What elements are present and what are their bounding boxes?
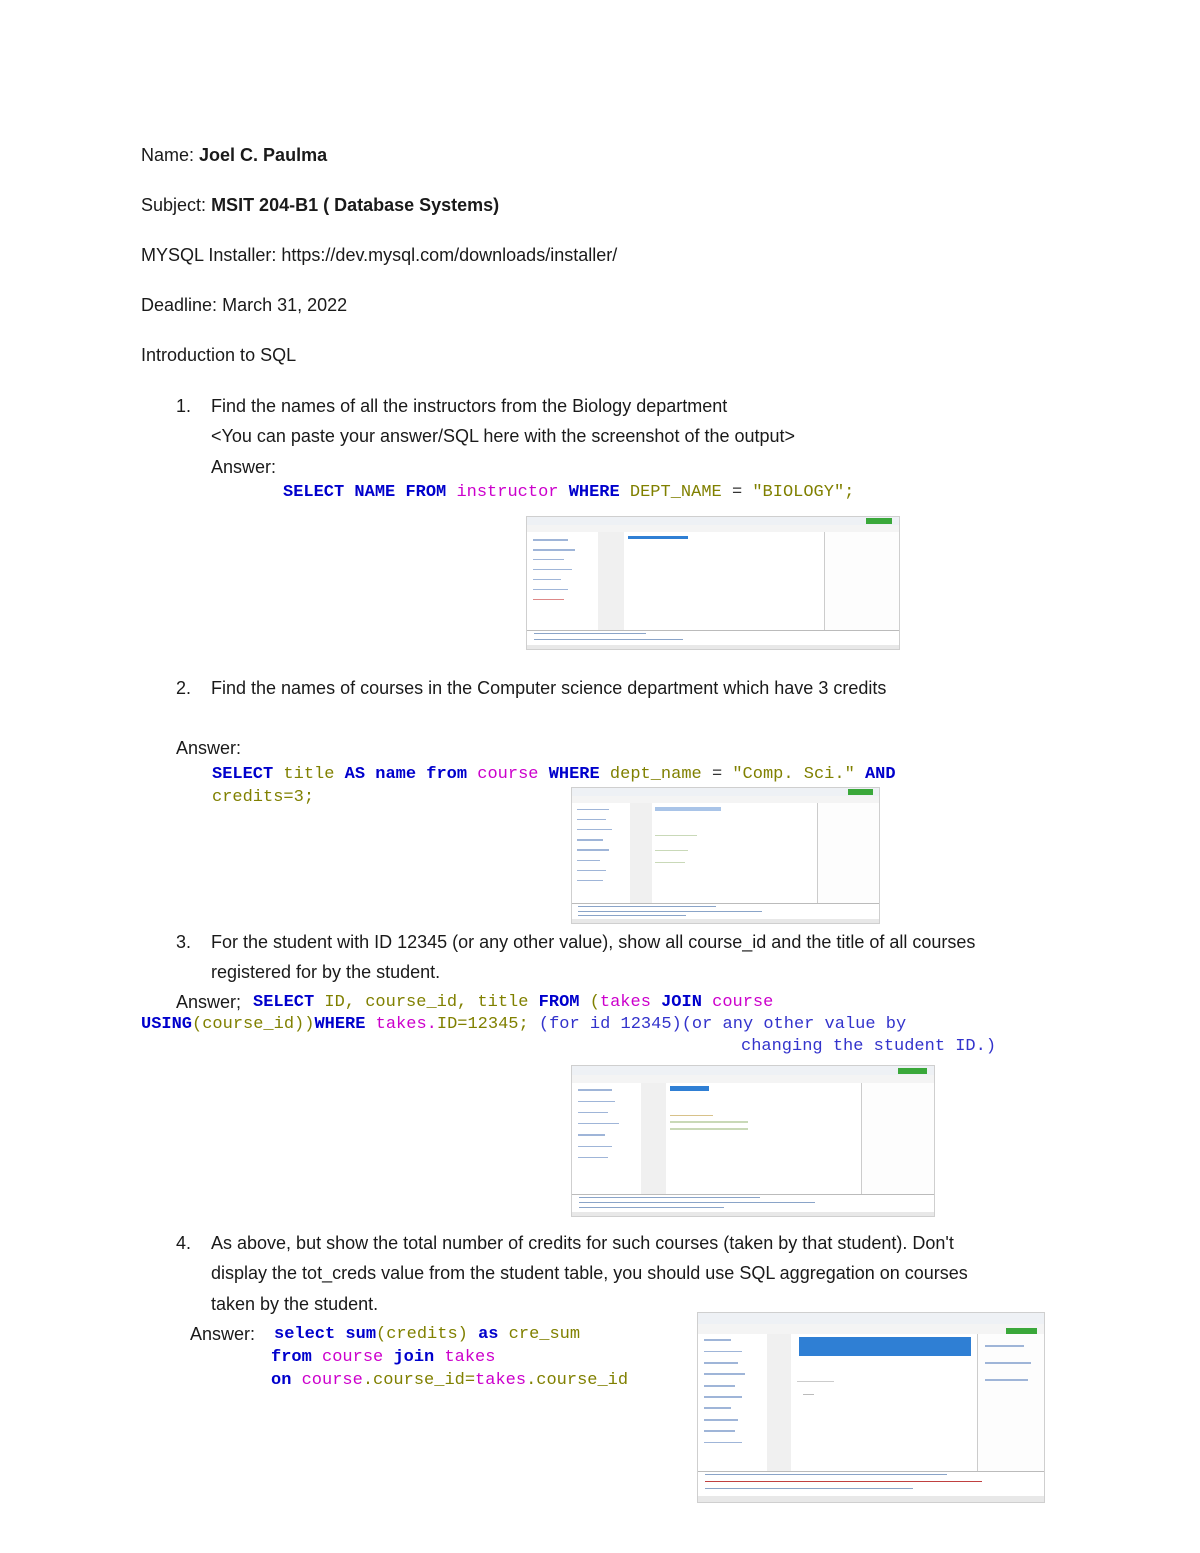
sql-keyword: SELECT xyxy=(253,993,315,1012)
tree-row xyxy=(578,1146,612,1147)
q4-output-screenshot xyxy=(697,1312,1045,1503)
q2-sql-line1 xyxy=(212,765,896,784)
result-row xyxy=(655,835,696,836)
subject-value: MSIT 204-B1 ( Database Systems) xyxy=(211,195,500,215)
q4-sql-line1 xyxy=(274,1325,580,1344)
name-label: Name: xyxy=(141,145,195,165)
sql-comment: (for id 12345)(or any other value by xyxy=(538,1015,907,1034)
q2-sql-line2 xyxy=(212,788,314,807)
sql-table: course xyxy=(322,1348,384,1367)
toolbar-badge xyxy=(866,518,892,523)
result-row xyxy=(655,850,688,851)
sql-keyword: FROM xyxy=(405,483,447,502)
sql-alias: cre_sum xyxy=(508,1325,581,1344)
q1-answer-label: Answer: xyxy=(211,457,277,477)
query-line xyxy=(628,536,688,539)
section-title: Introduction to SQL xyxy=(141,345,297,365)
q2-output-screenshot xyxy=(571,787,880,924)
installer-label: MYSQL Installer: xyxy=(141,245,277,265)
q3-output-screenshot xyxy=(571,1065,935,1217)
q3-sql-line3 xyxy=(741,1037,996,1056)
info-row xyxy=(985,1379,1028,1381)
sql-table: takes xyxy=(444,1348,496,1367)
q4-number: 4. xyxy=(176,1233,192,1253)
subject-line xyxy=(141,195,499,216)
tree-row xyxy=(578,1134,606,1135)
q4-sql-line3 xyxy=(271,1371,628,1390)
query-editor xyxy=(624,532,825,557)
status-bar xyxy=(572,919,879,923)
sql-keyword: select xyxy=(274,1325,336,1344)
tree-row xyxy=(533,549,575,550)
q4-answer-label: Answer: xyxy=(190,1324,256,1344)
tree-row xyxy=(578,1101,616,1102)
tree-row xyxy=(704,1351,742,1353)
sql-columns: ID, course_id, title xyxy=(324,993,529,1012)
tree-row xyxy=(533,569,572,570)
q3-number: 3. xyxy=(176,932,192,952)
sql-table: instructor xyxy=(456,483,559,502)
result-grid xyxy=(666,1110,862,1196)
installer-line xyxy=(141,245,617,266)
query-editor xyxy=(666,1083,862,1111)
deadline-value: March 31, 2022 xyxy=(222,295,348,315)
toolbar-badge xyxy=(848,789,873,794)
sql-table: course xyxy=(712,993,774,1012)
sql-keyword: as xyxy=(478,1325,499,1344)
sql-keyword: AND xyxy=(864,765,896,784)
sql-operator: = xyxy=(711,765,723,784)
sql-table: takes xyxy=(475,1371,527,1390)
sql-argument: (credits) xyxy=(376,1325,468,1344)
sql-keyword: JOIN xyxy=(661,993,702,1012)
tree-row xyxy=(704,1396,742,1398)
q1-output-screenshot xyxy=(526,516,900,650)
sql-condition: ID=12345; xyxy=(436,1015,529,1034)
q3-text-line1: For the student with ID 12345 (or any other value), show all course_id and the title of all courses xyxy=(211,932,976,952)
tree-row xyxy=(704,1339,732,1341)
tree-row xyxy=(704,1430,735,1432)
status-bar xyxy=(572,1212,934,1217)
result-grid xyxy=(652,827,818,904)
sql-function: sum xyxy=(345,1325,377,1344)
navigator-panel xyxy=(572,803,631,904)
schema-panel xyxy=(630,803,652,904)
result-row xyxy=(670,1115,713,1116)
tree-row xyxy=(533,599,565,600)
query-selection xyxy=(799,1337,971,1356)
info-panel xyxy=(817,803,879,904)
sql-keyword: AS xyxy=(344,765,366,784)
query-editor xyxy=(791,1334,978,1369)
tree-row xyxy=(577,870,606,871)
tree-row xyxy=(704,1373,746,1375)
name-line xyxy=(141,145,327,166)
output-log xyxy=(527,630,899,646)
result-row xyxy=(655,862,685,863)
q2-text: Find the names of courses in the Computer science department which have 3 credits xyxy=(211,678,887,698)
sql-keyword: SELECT xyxy=(283,483,345,502)
sql-table: course xyxy=(301,1371,363,1390)
sql-keyword: join xyxy=(393,1348,435,1367)
navigator-panel xyxy=(698,1334,768,1476)
tree-row xyxy=(577,809,609,810)
result-grid xyxy=(791,1368,978,1476)
tree-row xyxy=(533,559,565,560)
sql-field: DEPT_NAME xyxy=(629,483,722,502)
status-bar xyxy=(698,1496,1044,1502)
navigator-panel xyxy=(572,1083,642,1196)
q4-sql-line2 xyxy=(271,1348,495,1367)
schema-panel xyxy=(641,1083,667,1196)
tree-row xyxy=(577,819,606,820)
sql-keyword: from xyxy=(426,765,468,784)
result-row xyxy=(797,1381,834,1383)
sql-field: .course_id= xyxy=(362,1371,476,1390)
query-editor xyxy=(652,803,818,828)
tree-row xyxy=(533,539,568,540)
tree-row xyxy=(533,579,561,580)
info-row xyxy=(985,1362,1031,1364)
deadline-line xyxy=(141,295,347,316)
info-row xyxy=(985,1345,1024,1347)
q3-sql-line2 xyxy=(141,1015,906,1034)
sql-comment: changing the student ID.) xyxy=(741,1037,997,1056)
info-panel xyxy=(861,1083,934,1196)
sql-keyword: USING xyxy=(141,1015,193,1034)
sql-using-arg: (course_id)) xyxy=(192,1015,315,1034)
sql-value: "Comp. Sci." xyxy=(732,765,855,784)
sql-paren: ( xyxy=(589,993,600,1012)
tree-row xyxy=(577,829,612,830)
sql-field: .course_id xyxy=(526,1371,629,1390)
q4-text-line1: As above, but show the total number of credits for such courses (taken by that student). Don't xyxy=(211,1233,954,1253)
output-log xyxy=(572,1194,934,1212)
tree-row xyxy=(704,1442,742,1444)
q4-text-line3: taken by the student. xyxy=(211,1294,379,1314)
tree-row xyxy=(704,1385,735,1387)
sql-value: "BIOLOGY"; xyxy=(752,483,855,502)
output-log xyxy=(698,1471,1044,1497)
sql-table: course xyxy=(477,765,539,784)
tree-row xyxy=(533,589,568,590)
sql-field: dept_name xyxy=(609,765,702,784)
sql-operator: = xyxy=(731,483,743,502)
output-log xyxy=(572,903,879,919)
q4-text-line2: display the tot_creds value from the student table, you should use SQL aggregation on courses xyxy=(211,1263,968,1283)
tree-row xyxy=(578,1123,619,1124)
tree-row xyxy=(577,849,609,850)
tree-row xyxy=(577,880,603,881)
tree-row xyxy=(578,1112,609,1113)
sql-table: takes xyxy=(599,993,651,1012)
q1-number: 1. xyxy=(176,396,192,416)
tree-row xyxy=(704,1407,732,1409)
sql-keyword: on xyxy=(271,1371,292,1390)
q2-number: 2. xyxy=(176,678,192,698)
sql-keyword: WHERE xyxy=(568,483,620,502)
info-panel xyxy=(977,1334,1044,1476)
tree-row xyxy=(578,1089,612,1090)
query-line xyxy=(670,1086,709,1091)
tree-row xyxy=(577,860,600,861)
tree-row xyxy=(578,1157,609,1158)
sql-keyword: WHERE xyxy=(548,765,600,784)
schema-panel xyxy=(767,1334,792,1476)
tree-row xyxy=(577,839,603,840)
q3-answer-label: Answer; xyxy=(176,992,242,1012)
toolbar-badge xyxy=(898,1068,927,1074)
q2-answer-label: Answer: xyxy=(176,738,242,758)
q1-text: Find the names of all the instructors from the Biology department xyxy=(211,396,728,416)
result-row xyxy=(670,1121,748,1122)
sql-column: title xyxy=(283,765,335,784)
name-value: Joel C. Paulma xyxy=(199,145,328,165)
sql-keyword: SELECT xyxy=(212,765,274,784)
subject-label: Subject: xyxy=(141,195,207,215)
navigator-panel xyxy=(527,532,599,631)
q1-hint: <You can paste your answer/SQL here with the screenshot of the output> xyxy=(211,426,796,446)
result-grid xyxy=(624,555,825,630)
q1-sql xyxy=(283,483,854,502)
deadline-label: Deadline: xyxy=(141,295,218,315)
sql-table: takes. xyxy=(375,1015,437,1034)
tree-row xyxy=(704,1419,739,1421)
info-panel xyxy=(824,532,899,631)
schema-panel xyxy=(598,532,625,631)
sql-condition: credits=3; xyxy=(212,788,315,807)
sql-column: NAME xyxy=(354,483,396,502)
sql-keyword: from xyxy=(271,1348,312,1367)
q3-sql-line1 xyxy=(253,993,773,1012)
q3-text-line2: registered for by the student. xyxy=(211,962,441,982)
installer-url[interactable]: https://dev.mysql.com/downloads/installer/ xyxy=(281,245,618,265)
query-line xyxy=(655,807,721,810)
tree-row xyxy=(704,1362,739,1364)
status-bar xyxy=(527,645,899,649)
sql-keyword: WHERE xyxy=(314,1015,366,1034)
result-row xyxy=(670,1128,748,1129)
result-row xyxy=(803,1394,814,1396)
sql-alias: name xyxy=(375,765,417,784)
sql-keyword: FROM xyxy=(538,993,580,1012)
